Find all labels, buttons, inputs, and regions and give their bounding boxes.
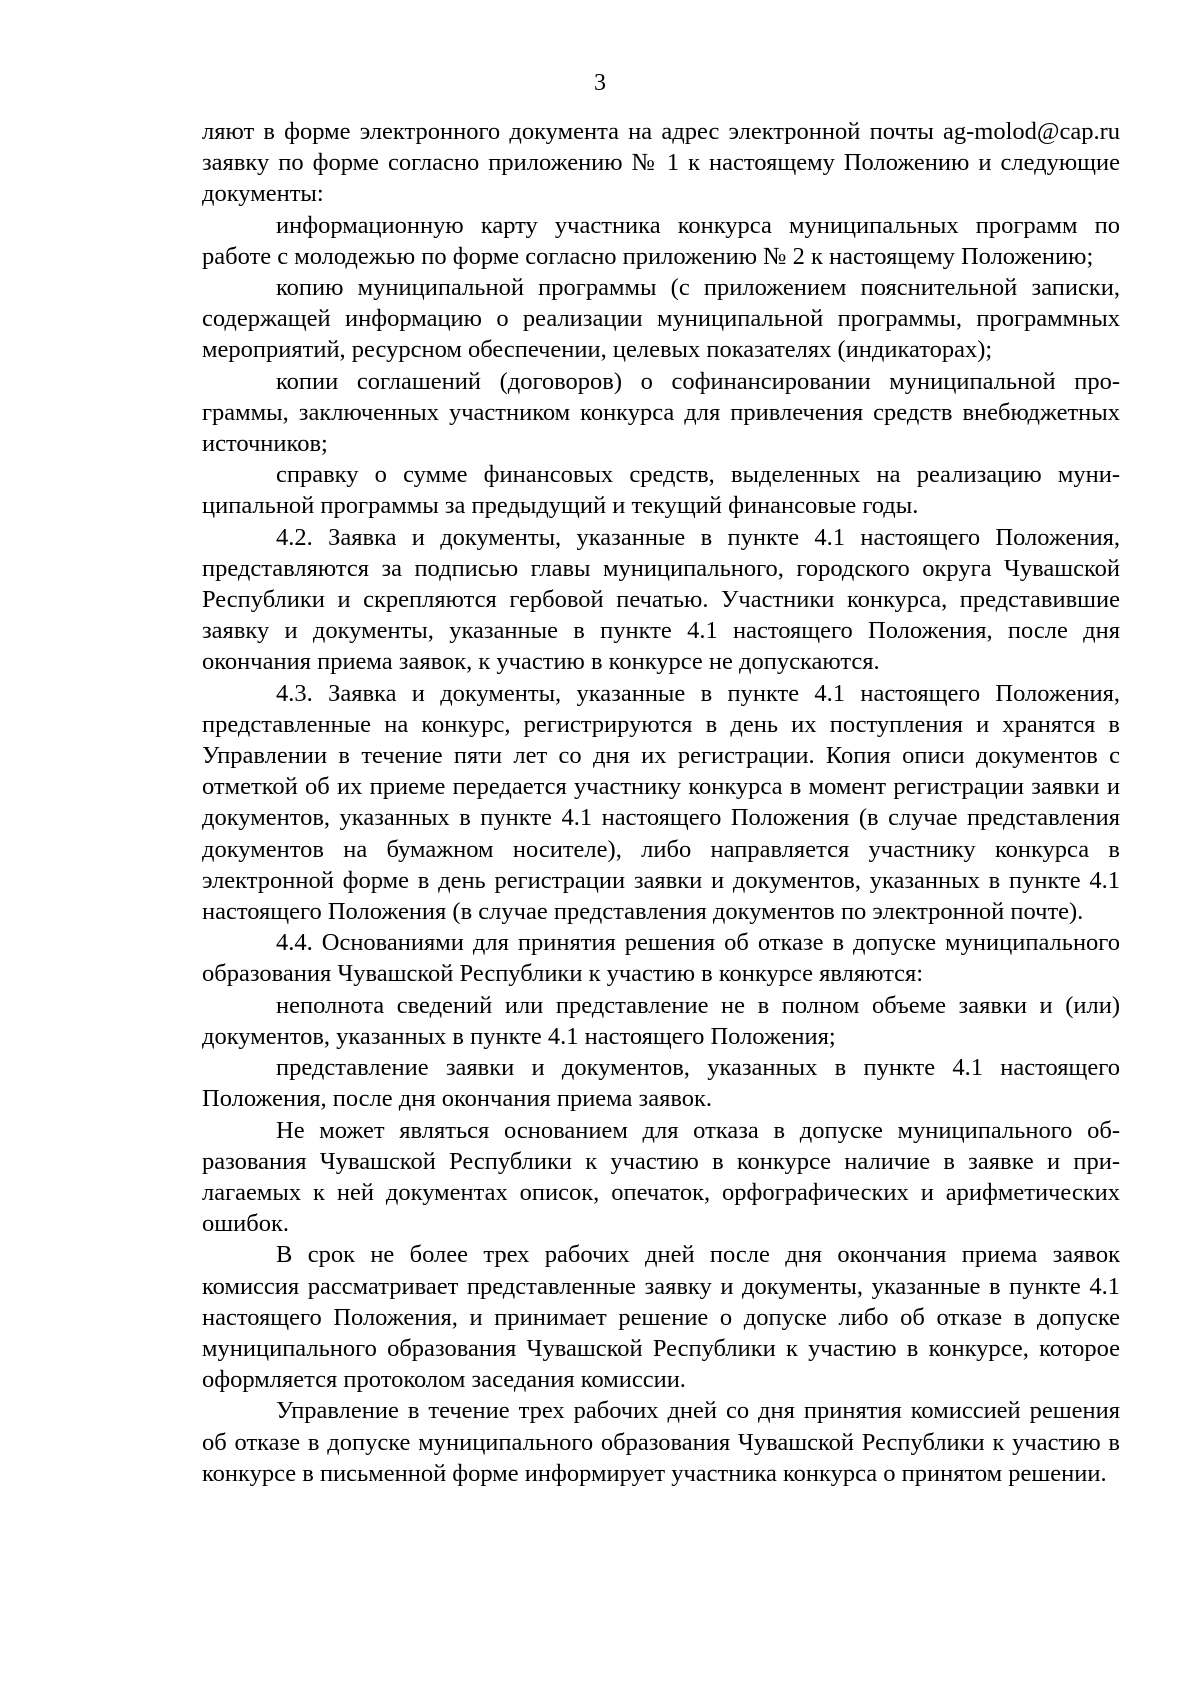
paragraph-commission-review: В срок не более трех рабочих дней после дня окончания приема заявок комиссия рассматривает представленные заявку и документы, указанные в пункте 4.1 настоящего Положения, и принимает решение о допуске либо об отказе в допуске муниципального образования Чувашской Республики к участию в конкурсе, которое оформляется протоколом заседания комиссии. (202, 1241, 1120, 1394)
paragraph-incomplete-info: неполнота сведений или представление не в полном объеме заявки и (или) документов, указанных в пункте 4.1 настоящего Положения; (202, 991, 1120, 1050)
paragraph-clause-4-4: 4.4. Основаниями для принятия решения об отказе в допуске муниципального образования Чувашской Республики к участию в конкурсе являются: (202, 929, 1120, 988)
paragraph-clause-4-2: 4.2. Заявка и документы, указанные в пункте 4.1 настоящего Положения, представляются за подписью главы муниципального, городского округа Чувашской Республики и скрепляются гербовой печатью. Участники конкурса, представившие заявку и документы, указанные в пункте 4.1 настоящего Положения, после дня окончания приема заявок, к участию в конкурсе не допускаются. (202, 523, 1120, 676)
paragraph-clause-4-3: 4.3. Заявка и документы, указанные в пункте 4.1 настоящего Положения, представленные на конкурс, регистрируются в день их поступления и хранятся в Управлении в течение пяти лет со дня их регистрации. Копия описи документов с отметкой об их приеме передается участнику конкурса в момент регистрации заявки и документов, указанных в пункте 4.1 настоящего Положения (в случае представления документов на бумажном носителе), либо направляется участнику конкурса в электронной форме в день регистрации заявки и документов, указанных в пункте 4.1 настоящего Положения (в случае представления документов по электронной почте). (202, 679, 1120, 926)
paragraph-continuation: ляют в форме электронного документа на адрес электронной почты ag-molod@cap.ru заявку по форме согласно приложению № 1 к настоящему Положению и следующие документы: (202, 118, 1120, 208)
paragraph-typos-not-grounds: Не может являться основанием для отказа в допуске муниципального образования Чувашской Республики к участию в конкурсе наличие в заявке и прилагаемых к ней документах описок, опечаток, орфографических и арифметических ошибок. (202, 1116, 1120, 1238)
paragraph-info-card: информационную карту участника конкурса муниципальных программ по работе с молодежью по форме согласно приложению № 2 к настоящему Положению; (202, 211, 1120, 270)
page-number: 3 (594, 70, 606, 96)
paragraph-program-copy: копию муниципальной программы (с приложением пояснительной записки, содержащей информацию о реализации муниципальной программы, программных мероприятий, ресурсном обеспечении, целевых показателях (индикаторах); (202, 274, 1120, 364)
paragraph-agreements-copy: копии соглашений (договоров) о софинансировании муниципальной программы, заключенных участником конкурса для привлечения средств внебюджетных источников; (202, 367, 1120, 458)
paragraph-notification: Управление в течение трех рабочих дней со дня принятия комиссией решения об отказе в допуске муниципального образования Чувашской Республики к участию в конкурсе в письменной форме информирует участника конкурса о принятом решении. (202, 1397, 1120, 1487)
paragraph-late-submission: представление заявки и документов, указанных в пункте 4.1 настоящего Положения, после дня окончания приема заявок. (202, 1054, 1120, 1113)
paragraph-funding-reference: справку о сумме финансовых средств, выделенных на реализацию муниципальной программы за предыдущий и текущий финансовые годы. (202, 461, 1120, 520)
document-body (202, 116, 1120, 1489)
